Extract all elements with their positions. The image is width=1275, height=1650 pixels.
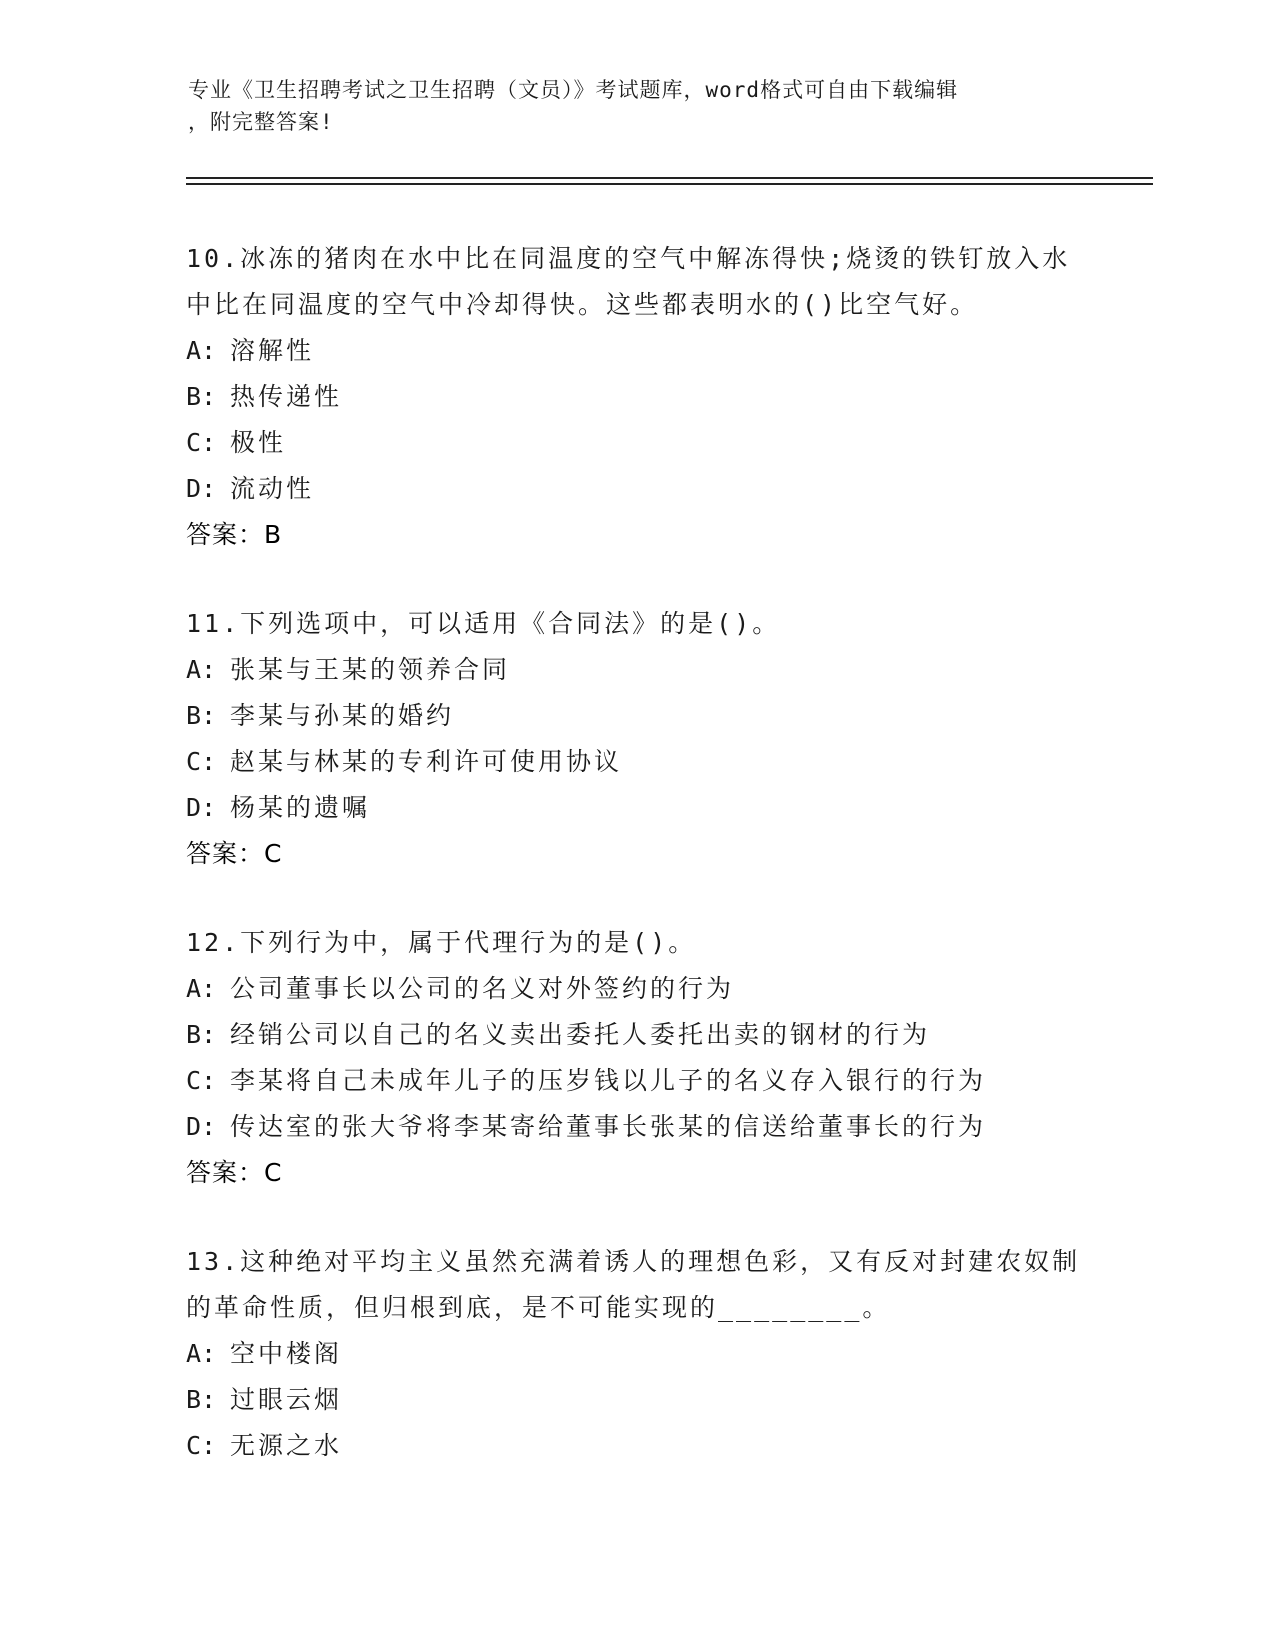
header-divider-bottom (186, 183, 1153, 185)
option-letter: A: (186, 336, 217, 365)
answer-label: 答案：B (186, 520, 283, 549)
option-text: 热传递性 (230, 382, 343, 411)
question-10 (186, 236, 1086, 558)
option-text: 李某与孙某的婚约 (230, 701, 455, 730)
option-text: 经销公司以自己的名义卖出委托人委托出卖的钢材的行为 (230, 1020, 931, 1049)
option-text: 杨某的遗嘱 (230, 793, 371, 822)
option-text: 空中楼阁 (230, 1339, 343, 1368)
option-a (186, 647, 1086, 693)
document-header (188, 74, 1068, 138)
option-b (186, 1012, 1086, 1058)
option-letter: C: (186, 1066, 217, 1095)
option-d (186, 466, 1086, 512)
question-11 (186, 601, 1086, 877)
option-c (186, 739, 1086, 785)
question-stem: 13.这种绝对平均主义虽然充满着诱人的理想色彩，又有反对封建农奴制的革命性质，但归根到底，是不可能实现的________。 (186, 1247, 1081, 1322)
option-text: 过眼云烟 (230, 1385, 343, 1414)
option-d (186, 1104, 1086, 1150)
question-12 (186, 920, 1086, 1196)
option-letter: B: (186, 1020, 217, 1049)
option-text: 传达室的张大爷将李某寄给董事长张某的信送给董事长的行为 (230, 1112, 987, 1141)
option-letter: B: (186, 382, 217, 411)
question-stem: 11.下列选项中，可以适用《合同法》的是()。 (186, 609, 781, 638)
option-letter: D: (186, 474, 217, 503)
option-letter: C: (186, 428, 217, 457)
option-letter: C: (186, 747, 217, 776)
option-a (186, 328, 1086, 374)
option-text: 流动性 (230, 474, 315, 503)
option-letter: D: (186, 793, 217, 822)
option-c (186, 1058, 1086, 1104)
question-13 (186, 1239, 1086, 1469)
option-b (186, 374, 1086, 420)
header-line-2: ，附完整答案! (188, 110, 334, 134)
option-letter: B: (186, 1385, 217, 1414)
option-a (186, 966, 1086, 1012)
option-text: 李某将自己未成年儿子的压岁钱以儿子的名义存入银行的行为 (230, 1066, 987, 1095)
option-text: 极性 (230, 428, 287, 457)
option-letter: D: (186, 1112, 217, 1141)
question-stem: 10.冰冻的猪肉在水中比在同温度的空气中解冻得快;烧烫的铁钉放入水中比在同温度的空气中冷却得快。这些都表明水的()比空气好。 (186, 244, 1071, 319)
question-list (186, 236, 1086, 1512)
option-text: 无源之水 (230, 1431, 343, 1460)
option-b (186, 1377, 1086, 1423)
option-text: 公司董事长以公司的名义对外签约的行为 (230, 974, 735, 1003)
option-letter: B: (186, 701, 217, 730)
option-letter: C: (186, 1431, 217, 1460)
option-a (186, 1331, 1086, 1377)
header-line-1: 专业《卫生招聘考试之卫生招聘（文员）》考试题库，word格式可自由下载编辑 (188, 78, 959, 102)
option-letter: A: (186, 974, 217, 1003)
question-stem: 12.下列行为中，属于代理行为的是()。 (186, 928, 697, 957)
option-text: 赵某与林某的专利许可使用协议 (230, 747, 623, 776)
option-text: 张某与王某的领养合同 (230, 655, 511, 684)
answer-label: 答案：C (186, 1158, 283, 1187)
header-divider-top (186, 177, 1153, 179)
option-letter: A: (186, 1339, 217, 1368)
option-text: 溶解性 (230, 336, 315, 365)
option-b (186, 693, 1086, 739)
option-d (186, 785, 1086, 831)
option-c (186, 1423, 1086, 1469)
option-c (186, 420, 1086, 466)
answer-label: 答案：C (186, 839, 283, 868)
option-letter: A: (186, 655, 217, 684)
